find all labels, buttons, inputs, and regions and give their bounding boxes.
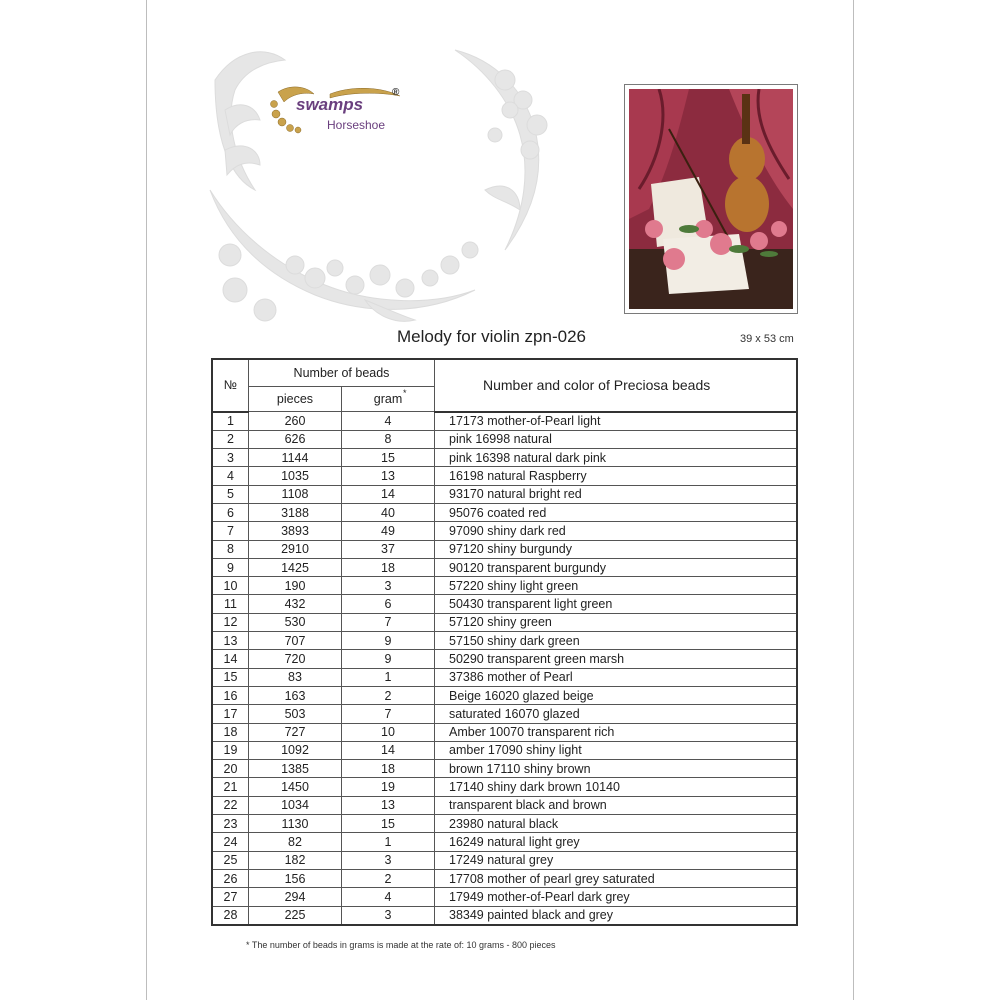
row-pieces: 1108 [249,485,342,503]
row-description: brown 17110 shiny brown [435,760,798,778]
row-number: 13 [212,632,249,650]
row-gram: 15 [342,449,435,467]
row-gram: 14 [342,741,435,759]
row-description: pink 16398 natural dark pink [435,449,798,467]
row-number: 21 [212,778,249,796]
row-gram: 9 [342,632,435,650]
row-number: 18 [212,723,249,741]
bead-table [211,358,798,926]
row-pieces: 156 [249,869,342,887]
row-description: 57220 shiny light green [435,577,798,595]
row-gram: 3 [342,906,435,925]
table-row [212,650,797,668]
row-number: 24 [212,833,249,851]
row-description: 23980 natural black [435,815,798,833]
table-row [212,467,797,485]
row-pieces: 163 [249,686,342,704]
registered-mark: ® [392,87,400,98]
row-description: Beige 16020 glazed beige [435,686,798,704]
table-row [212,558,797,576]
table-row [212,613,797,631]
row-gram: 49 [342,522,435,540]
gram-footnote-mark: * [403,388,407,398]
row-gram: 1 [342,833,435,851]
row-number: 4 [212,467,249,485]
row-description: 16198 natural Raspberry [435,467,798,485]
row-gram: 2 [342,686,435,704]
row-description: 57120 shiny green [435,613,798,631]
table-row [212,485,797,503]
row-gram: 3 [342,577,435,595]
row-number: 25 [212,851,249,869]
row-gram: 18 [342,760,435,778]
row-gram: 37 [342,540,435,558]
column-header-pieces: pieces [249,387,342,412]
row-description: saturated 16070 glazed [435,705,798,723]
table-row [212,851,797,869]
column-header-number-of-beads: Number of beads [249,359,435,387]
row-pieces: 720 [249,650,342,668]
row-description: 50290 transparent green marsh [435,650,798,668]
row-number: 11 [212,595,249,613]
column-header-description: Number and color of Preciosa beads [435,359,798,412]
row-gram: 14 [342,485,435,503]
row-gram: 15 [342,815,435,833]
row-description: 17173 mother-of-Pearl light [435,412,798,431]
canvas-size: 39 x 53 cm [740,333,794,345]
row-description: 17249 natural grey [435,851,798,869]
row-pieces: 3188 [249,503,342,521]
row-gram: 9 [342,650,435,668]
row-number: 20 [212,760,249,778]
row-number: 10 [212,577,249,595]
table-row [212,412,797,431]
row-pieces: 225 [249,906,342,925]
row-gram: 7 [342,613,435,631]
row-gram: 7 [342,705,435,723]
bead-table-body [212,412,797,925]
row-description: amber 17090 shiny light [435,741,798,759]
row-pieces: 83 [249,668,342,686]
table-row [212,888,797,906]
row-pieces: 707 [249,632,342,650]
table-row [212,430,797,448]
row-pieces: 1144 [249,449,342,467]
brand-tagline: Horseshoe [327,118,386,132]
product-picture-frame [624,84,798,314]
row-pieces: 626 [249,430,342,448]
row-description: transparent black and brown [435,796,798,814]
row-description: 38349 painted black and grey [435,906,798,925]
row-description: 37386 mother of Pearl [435,668,798,686]
table-row [212,760,797,778]
row-number: 3 [212,449,249,467]
row-description: 90120 transparent burgundy [435,558,798,576]
row-number: 23 [212,815,249,833]
row-number: 16 [212,686,249,704]
table-row [212,540,797,558]
row-number: 27 [212,888,249,906]
row-number: 19 [212,741,249,759]
table-row [212,815,797,833]
table-row [212,833,797,851]
row-description: 16249 natural light grey [435,833,798,851]
table-row [212,778,797,796]
row-description: 97120 shiny burgundy [435,540,798,558]
row-gram: 19 [342,778,435,796]
row-pieces: 1425 [249,558,342,576]
row-description: 17949 mother-of-Pearl dark grey [435,888,798,906]
table-row [212,705,797,723]
table-row [212,632,797,650]
column-header-gram [342,387,435,412]
document-title: Melody for violin zpn-026 [397,327,586,346]
row-gram: 13 [342,467,435,485]
row-number: 1 [212,412,249,431]
row-description: 93170 natural bright red [435,485,798,503]
row-gram: 3 [342,851,435,869]
table-row [212,686,797,704]
row-pieces: 530 [249,613,342,631]
row-number: 9 [212,558,249,576]
row-pieces: 1092 [249,741,342,759]
row-description: 17140 shiny dark brown 10140 [435,778,798,796]
row-pieces: 294 [249,888,342,906]
row-number: 17 [212,705,249,723]
brand-name: swamps [296,95,364,114]
row-gram: 18 [342,558,435,576]
row-pieces: 1035 [249,467,342,485]
row-number: 8 [212,540,249,558]
row-description: Amber 10070 transparent rich [435,723,798,741]
row-pieces: 1130 [249,815,342,833]
row-gram: 4 [342,412,435,431]
table-row [212,522,797,540]
row-number: 26 [212,869,249,887]
row-gram: 6 [342,595,435,613]
row-number: 15 [212,668,249,686]
table-row [212,503,797,521]
row-number: 12 [212,613,249,631]
row-number: 5 [212,485,249,503]
row-number: 7 [212,522,249,540]
row-pieces: 182 [249,851,342,869]
table-row [212,796,797,814]
row-pieces: 82 [249,833,342,851]
row-description: 17708 mother of pearl grey saturated [435,869,798,887]
row-number: 22 [212,796,249,814]
row-pieces: 432 [249,595,342,613]
row-pieces: 727 [249,723,342,741]
column-header-number: № [212,359,249,412]
row-pieces: 190 [249,577,342,595]
row-pieces: 260 [249,412,342,431]
row-description: 97090 shiny dark red [435,522,798,540]
table-row [212,668,797,686]
table-row [212,577,797,595]
table-row [212,741,797,759]
row-gram: 1 [342,668,435,686]
row-gram: 13 [342,796,435,814]
row-description: 50430 transparent light green [435,595,798,613]
violin-still-life-picture [629,89,793,309]
row-number: 14 [212,650,249,668]
row-pieces: 3893 [249,522,342,540]
table-row [212,449,797,467]
footnote: * The number of beads in grams is made at the rate of: 10 grams - 800 pieces [246,940,556,950]
row-pieces: 1385 [249,760,342,778]
row-gram: 40 [342,503,435,521]
row-pieces: 503 [249,705,342,723]
row-pieces: 1034 [249,796,342,814]
row-pieces: 2910 [249,540,342,558]
table-row [212,906,797,925]
row-number: 2 [212,430,249,448]
row-gram: 8 [342,430,435,448]
row-pieces: 1450 [249,778,342,796]
row-gram: 10 [342,723,435,741]
row-description: 57150 shiny dark green [435,632,798,650]
table-row [212,595,797,613]
table-row [212,723,797,741]
row-number: 28 [212,906,249,925]
row-number: 6 [212,503,249,521]
gram-label: gram [373,392,403,406]
row-description: 95076 coated red [435,503,798,521]
row-gram: 2 [342,869,435,887]
table-row [212,869,797,887]
row-description: pink 16998 natural [435,430,798,448]
row-gram: 4 [342,888,435,906]
